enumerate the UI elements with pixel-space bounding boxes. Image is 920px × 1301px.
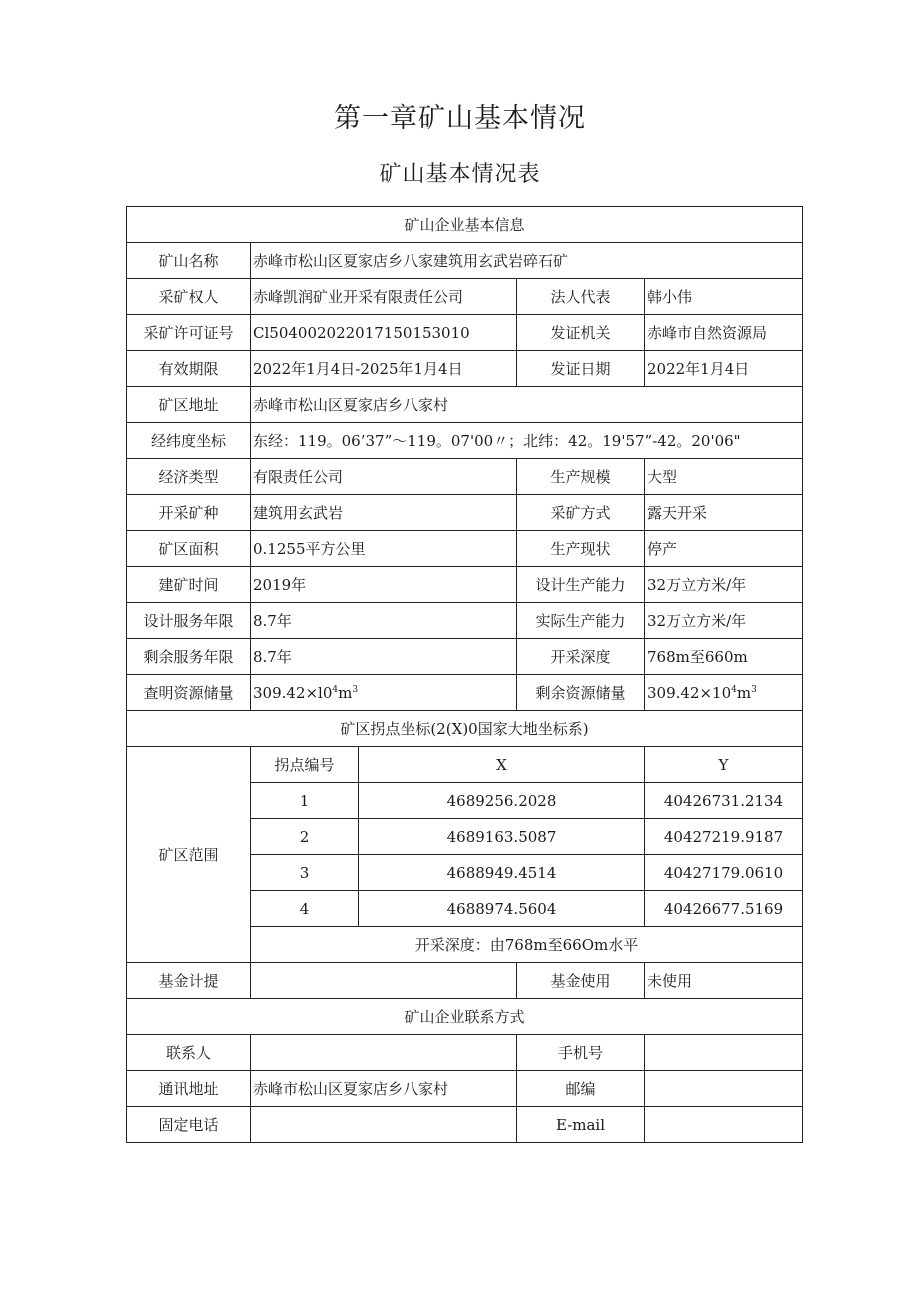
design-life-label: 设计服务年限 — [127, 603, 251, 639]
method-value: 露天开采 — [645, 495, 803, 531]
table-row — [127, 351, 803, 387]
coord-x-value: 4689163.5087 — [359, 819, 645, 855]
mine-name-label: 矿山名称 — [127, 243, 251, 279]
email-label: E-mail — [517, 1107, 645, 1143]
address-label: 矿区地址 — [127, 387, 251, 423]
mineral-value: 建筑用玄武岩 — [251, 495, 517, 531]
design-capacity-label: 设计生产能力 — [517, 567, 645, 603]
actual-capacity-value: 32万立方米/年 — [645, 603, 803, 639]
econ-type-label: 经济类型 — [127, 459, 251, 495]
address-value: 赤峰市松山区夏家店乡八家村 — [251, 387, 803, 423]
actual-capacity-label: 实际生产能力 — [517, 603, 645, 639]
phone-value — [645, 1035, 803, 1071]
postcode-value — [645, 1071, 803, 1107]
issuer-value: 赤峰市自然资源局 — [645, 315, 803, 351]
table-row — [127, 999, 803, 1035]
landline-label: 固定电话 — [127, 1107, 251, 1143]
table-row — [127, 315, 803, 351]
coord-point-id: 1 — [251, 783, 359, 819]
design-life-value: 8.7年 — [251, 603, 517, 639]
area-value: 0.1255平方公里 — [251, 531, 517, 567]
table-row — [127, 711, 803, 747]
coord-header-point: 拐点编号 — [251, 747, 359, 783]
coord-y-value: 40427219.9187 — [645, 819, 803, 855]
latlon-value: 东经：119。06’37”～119。07'00〃；北纬：42。19'57”-42。20'06" — [251, 423, 803, 459]
coord-x-value: 4688974.5604 — [359, 891, 645, 927]
mining-depth-label: 开采深度 — [517, 639, 645, 675]
econ-type-value: 有限责任公司 — [251, 459, 517, 495]
section-header-contact: 矿山企业联系方式 — [127, 999, 803, 1035]
table-row — [127, 747, 803, 783]
legal-rep-value: 韩小伟 — [645, 279, 803, 315]
contact-person-label: 联系人 — [127, 1035, 251, 1071]
mining-depth-value: 768m至660m — [645, 639, 803, 675]
status-value: 停产 — [645, 531, 803, 567]
fund-provision-label: 基金计提 — [127, 963, 251, 999]
coord-y-value: 40427179.0610 — [645, 855, 803, 891]
issue-date-value: 2022年1月4日 — [645, 351, 803, 387]
method-label: 采矿方式 — [517, 495, 645, 531]
owner-label: 采矿权人 — [127, 279, 251, 315]
table-row — [127, 279, 803, 315]
table-row — [127, 1107, 803, 1143]
section-header-basic-info: 矿山企业基本信息 — [127, 207, 803, 243]
table-row — [127, 243, 803, 279]
coord-point-id: 2 — [251, 819, 359, 855]
table-row — [127, 1035, 803, 1071]
table-row — [127, 531, 803, 567]
validity-label: 有效期限 — [127, 351, 251, 387]
table-row — [127, 675, 803, 711]
license-value: Cl504002022017150153010 — [251, 315, 517, 351]
email-value — [645, 1107, 803, 1143]
validity-value: 2022年1月4日-2025年1月4日 — [251, 351, 517, 387]
design-capacity-value: 32万立方米/年 — [645, 567, 803, 603]
mail-address-label: 通讯地址 — [127, 1071, 251, 1107]
fund-usage-value: 未使用 — [645, 963, 803, 999]
coord-x-value: 4689256.2028 — [359, 783, 645, 819]
mine-range-label: 矿区范围 — [127, 747, 251, 963]
proven-reserves-label: 查明资源储量 — [127, 675, 251, 711]
scale-value: 大型 — [645, 459, 803, 495]
table-row — [127, 639, 803, 675]
coord-header-x: X — [359, 747, 645, 783]
area-label: 矿区面积 — [127, 531, 251, 567]
depth-note: 开采深度：由768m至66Om水平 — [251, 927, 803, 963]
section-header-coords: 矿区拐点坐标(2(X)0国家大地坐标系) — [127, 711, 803, 747]
table-row — [127, 423, 803, 459]
contact-person-value — [251, 1035, 517, 1071]
legal-rep-label: 法人代表 — [517, 279, 645, 315]
table-row — [127, 495, 803, 531]
latlon-label: 经纬度坐标 — [127, 423, 251, 459]
mine-name-value: 赤峰市松山区夏家店乡八家建筑用玄武岩碎石矿 — [251, 243, 803, 279]
status-label: 生产现状 — [517, 531, 645, 567]
table-row — [127, 1071, 803, 1107]
table-row — [127, 207, 803, 243]
remaining-life-label: 剩余服务年限 — [127, 639, 251, 675]
mine-info-table — [126, 206, 803, 1143]
table-row — [127, 603, 803, 639]
coord-header-y: Y — [645, 747, 803, 783]
remaining-life-value: 8.7年 — [251, 639, 517, 675]
built-value: 2019年 — [251, 567, 517, 603]
scale-label: 生产规模 — [517, 459, 645, 495]
postcode-label: 邮编 — [517, 1071, 645, 1107]
mail-address-value: 赤峰市松山区夏家店乡八家村 — [251, 1071, 517, 1107]
coord-y-value: 40426677.5169 — [645, 891, 803, 927]
remaining-reserves-label: 剩余资源储量 — [517, 675, 645, 711]
phone-label: 手机号 — [517, 1035, 645, 1071]
fund-provision-value — [251, 963, 517, 999]
coord-point-id: 3 — [251, 855, 359, 891]
table-row — [127, 387, 803, 423]
table-title: 矿山基本情况表 — [379, 162, 541, 187]
remaining-reserves-value: $309.42\times 10^4m^3$ — [645, 675, 803, 711]
fund-usage-label: 基金使用 — [517, 963, 645, 999]
table-row — [127, 567, 803, 603]
built-label: 建矿时间 — [127, 567, 251, 603]
chapter-title: 第一章矿山基本情况 — [334, 103, 586, 134]
mineral-label: 开采矿种 — [127, 495, 251, 531]
table-row — [127, 963, 803, 999]
license-label: 采矿许可证号 — [127, 315, 251, 351]
coord-point-id: 4 — [251, 891, 359, 927]
table-row — [127, 459, 803, 495]
owner-value: 赤峰凯润矿业开采有限责任公司 — [251, 279, 517, 315]
coord-y-value: 40426731.2134 — [645, 783, 803, 819]
proven-reserves-value: $309.42\times l0^4m^3$ — [251, 675, 517, 711]
issue-date-label: 发证日期 — [517, 351, 645, 387]
issuer-label: 发证机关 — [517, 315, 645, 351]
coord-x-value: 4688949.4514 — [359, 855, 645, 891]
landline-value — [251, 1107, 517, 1143]
